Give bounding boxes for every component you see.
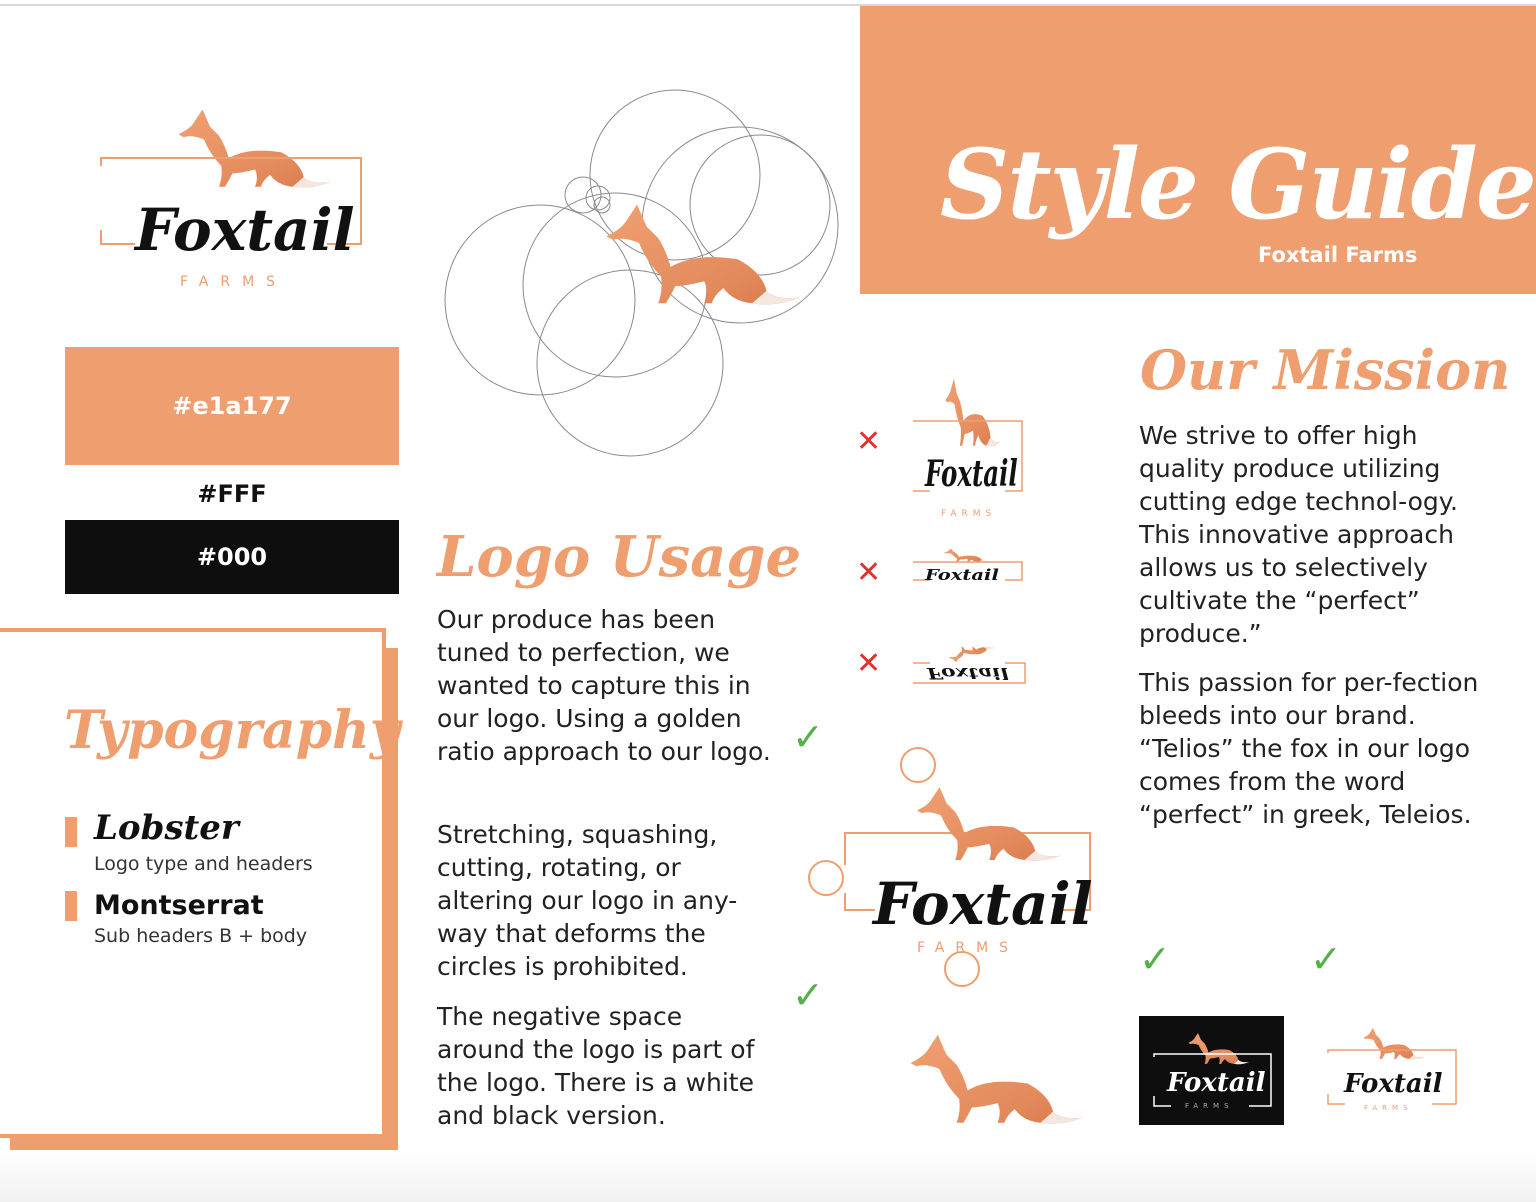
white-logo-version bbox=[1310, 1016, 1460, 1125]
wrong-logo-stretched bbox=[905, 548, 1030, 588]
typography-title: Typography bbox=[64, 700, 401, 761]
swatch-black: #000 bbox=[65, 520, 399, 594]
wrong-mark-3: ✕ bbox=[856, 646, 882, 681]
wrong-mark-2: ✕ bbox=[856, 555, 882, 590]
logo-wordmark: Foxtail bbox=[135, 196, 355, 264]
white-version-tagline: FARMS bbox=[1364, 1104, 1413, 1112]
squashed-wordmark: Foxtail bbox=[925, 453, 1018, 495]
black-version-wordmark: Foxtail bbox=[1167, 1068, 1266, 1098]
main-logo bbox=[95, 98, 375, 298]
white-version-wordmark: Foxtail bbox=[1344, 1069, 1443, 1099]
font-bar-1 bbox=[65, 817, 77, 847]
mission-paragraph-1: We strive to offer high quality produce utilizing cutting edge technol-ogy. This innovative approach allows us to selectively cultivate the “perfect” produce.” bbox=[1139, 421, 1458, 648]
font-usage-lobster: Logo type and headers bbox=[94, 853, 313, 875]
mission-title: Our Mission bbox=[1140, 338, 1511, 402]
logo-tagline: FARMS bbox=[180, 274, 288, 290]
logo-usage-paragraph-1: Our produce has been tuned to perfection, we wanted to capture this in our logo. Using a golden ratio approach to our logo. bbox=[437, 605, 771, 766]
logo-usage-paragraph-2: Stretching, squashing, cutting, rotating, or altering our logo in any-way that deforms the circles is prohibited. bbox=[437, 820, 738, 981]
wrong-logo-flipped bbox=[905, 645, 1030, 685]
wrong-mark-1: ✕ bbox=[856, 424, 882, 459]
mission-paragraph-2: This passion for per-fection bleeds into our brand. “Telios” the fox in our logo comes from the word “perfect” in greek, Teleios. bbox=[1139, 668, 1479, 829]
right-mark-3: ✓ bbox=[1139, 937, 1171, 981]
font-usage-montserrat: Sub headers B + body bbox=[94, 925, 308, 947]
logo-usage-paragraph-3: The negative space around the logo is part of the logo. There is a white and black version. bbox=[437, 1002, 755, 1130]
correct-logo-construction bbox=[805, 745, 1105, 995]
font-name-montserrat: Montserrat bbox=[94, 890, 264, 921]
black-version-tagline: FARMS bbox=[1185, 1102, 1234, 1110]
stretched-wordmark: Foxtail bbox=[925, 566, 999, 584]
swatch-white: #FFF bbox=[197, 480, 267, 508]
font-name-lobster: Lobster bbox=[94, 808, 239, 848]
golden-ratio-construction bbox=[440, 55, 860, 465]
logo-usage-title: Logo Usage bbox=[437, 524, 802, 590]
swatch-primary: #e1a177 bbox=[65, 347, 399, 465]
right-mark-2: ✓ bbox=[792, 973, 824, 1017]
font-bar-2 bbox=[65, 891, 77, 921]
construction-tagline: FARMS bbox=[917, 940, 1020, 956]
bottom-fade bbox=[0, 1150, 1536, 1202]
header-title: Style Guide bbox=[940, 128, 1535, 241]
header-subtitle: Foxtail Farms bbox=[1258, 243, 1418, 267]
fox-only-mark bbox=[878, 1020, 1083, 1135]
black-logo-version bbox=[1139, 1016, 1284, 1125]
wrong-logo-squashed bbox=[905, 375, 1030, 525]
right-mark-1: ✓ bbox=[792, 715, 824, 759]
flipped-wordmark: Foxtail bbox=[927, 664, 1009, 683]
construction-wordmark: Foxtail bbox=[873, 870, 1093, 938]
right-mark-4: ✓ bbox=[1310, 937, 1342, 981]
squashed-tagline: FARMS bbox=[941, 509, 997, 519]
